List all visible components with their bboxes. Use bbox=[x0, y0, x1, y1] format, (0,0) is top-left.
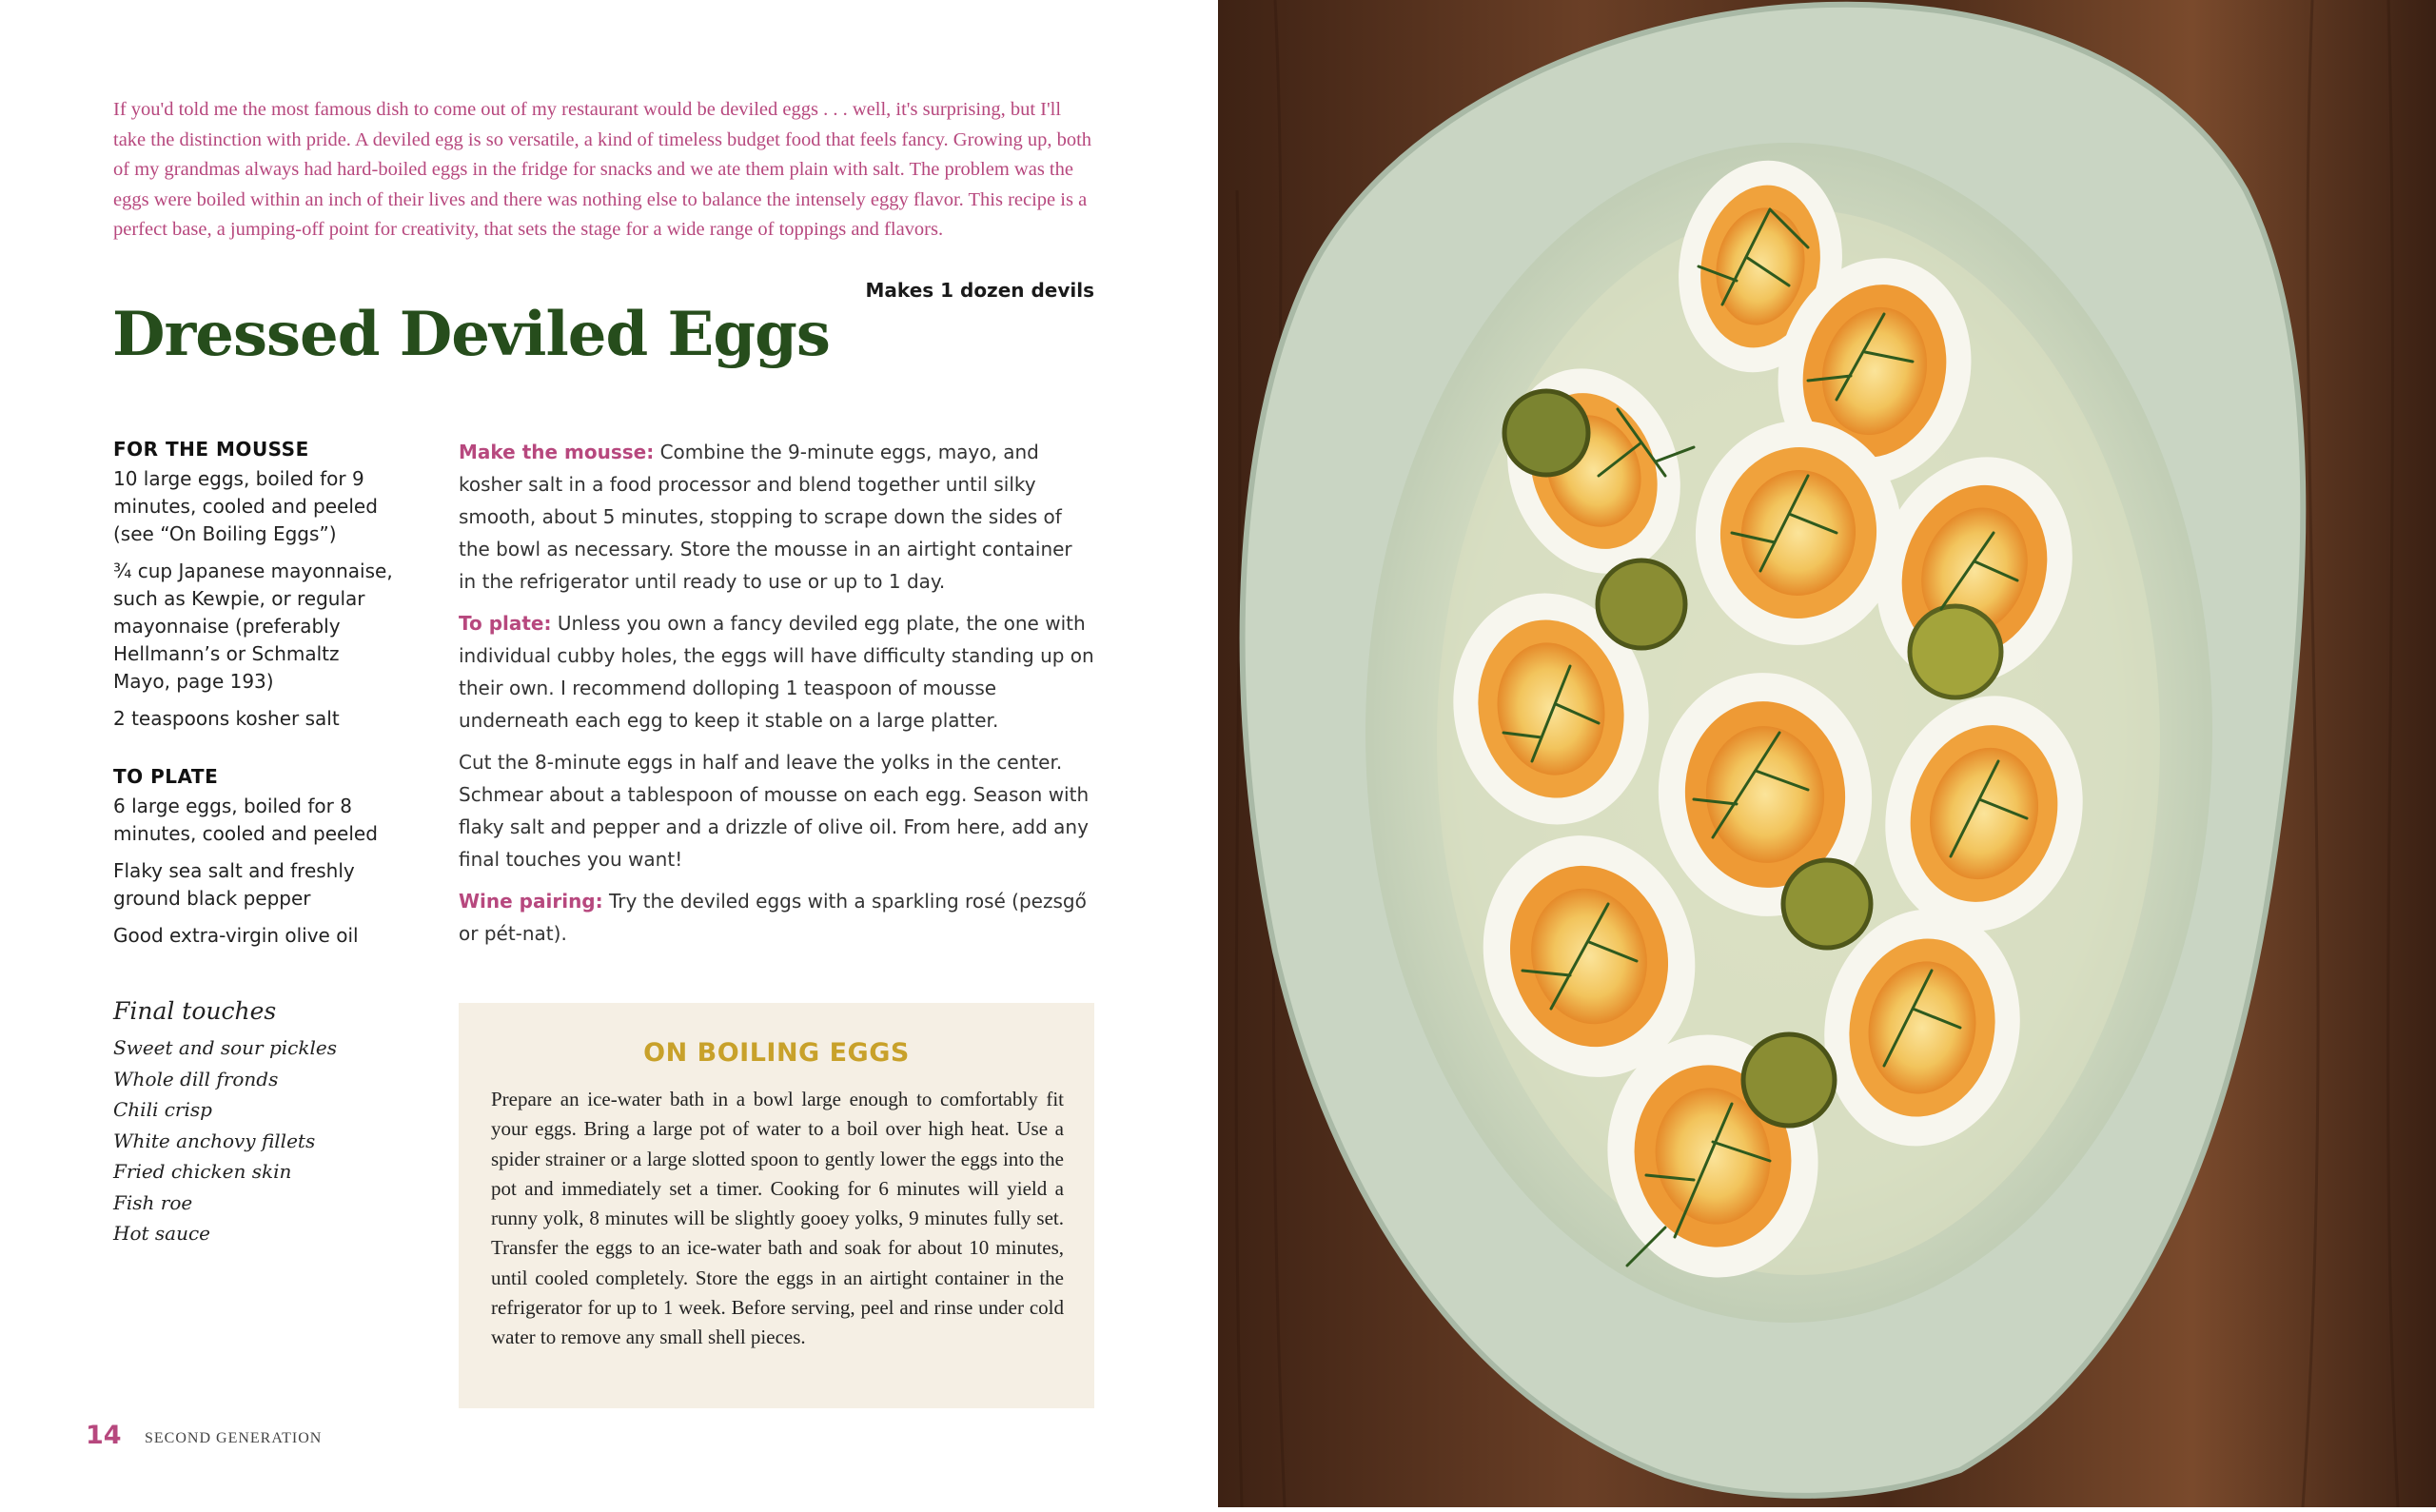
deviled-eggs-photo bbox=[1218, 0, 2436, 1507]
page-number: 14 bbox=[86, 1421, 122, 1450]
recipe-title: Dressed Deviled Eggs bbox=[112, 299, 830, 370]
final-touch-item: Whole dill fronds bbox=[113, 1067, 279, 1090]
ingredient-item: Good extra-virgin olive oil bbox=[113, 924, 359, 947]
step-label: To plate: bbox=[459, 612, 552, 635]
step-label: Make the mousse: bbox=[459, 441, 655, 463]
final-touch-item: Hot sauce bbox=[113, 1222, 210, 1245]
mousse-heading: FOR THE MOUSSE bbox=[113, 438, 309, 461]
platter-illustration bbox=[1218, 0, 2436, 1507]
boiling-eggs-sidebar bbox=[459, 1003, 1094, 1408]
ingredient-item: 2 teaspoons kosher salt bbox=[113, 707, 340, 730]
final-touches bbox=[113, 997, 399, 1249]
method-step bbox=[459, 607, 1094, 736]
final-touch-item: Chili crisp bbox=[113, 1098, 212, 1121]
final-touch-item: White anchovy fillets bbox=[113, 1129, 316, 1152]
plate-heading: TO PLATE bbox=[113, 765, 219, 788]
method-step bbox=[459, 746, 1094, 875]
ingredient-item: ¾ cup Japanese mayonnaise, such as Kewpie, or regular mayonnaise (preferably Hellmann’s or Schmaltz Mayo, page 193) bbox=[113, 560, 393, 693]
ingredient-item: 10 large eggs, boiled for 9 minutes, cooled and peeled (see “On Boiling Eggs”) bbox=[113, 467, 378, 545]
ingredient-item: Flaky sea salt and freshly ground black pepper bbox=[113, 859, 355, 910]
final-touch-item: Sweet and sour pickles bbox=[113, 1036, 337, 1059]
recipe-yield: Makes 1 dozen devils bbox=[865, 279, 1094, 302]
method-step bbox=[459, 436, 1094, 598]
sidebar-text: Prepare an ice-water bath in a bowl large enough to comfortably fit your eggs. Bring a large pot of water to a boil over high heat. Use a spider strainer or a large slotted spoon to gently lower the eggs into the pot and immediately set a timer. Cooking for 6 minutes will yield a runny yolk, 8 minutes will be slightly gooey yolks, 9 minutes fully set. Transfer the eggs to an ice-water bath and soak for about 10 minutes, until cooled completely. Store the eggs in an airtight container in the refrigerator for up to 1 week. Before serving, peel and rinse under cold water to remove any small shell pieces. bbox=[491, 1088, 1064, 1349]
step-label: Wine pairing: bbox=[459, 890, 603, 913]
intro-paragraph: If you'd told me the most famous dish to come out of my restaurant would be deviled eggs . . . well, it's surprising, but I'll take the distinction with pride. A deviled egg is so versatile, a kind of timeless budget food that feels fancy. Growing up, both of my grandmas always had hard-boiled eggs in the fridge for snacks and we ate them plain with salt. The problem was the eggs were boiled within an inch of their lives and there was nothing else to balance the intensely eggy flavor. This recipe is a perfect base, a jumping-off point for creativity, that sets the stage for a wide range of toppings and flavors. bbox=[113, 99, 1092, 240]
step-text: Cut the 8-minute eggs in half and leave the yolks in the center. Schmear about a tablespoon of mousse on each egg. Season with flaky salt and pepper and a drizzle of olive oil. From here, add any final touches you want! bbox=[459, 751, 1090, 871]
final-touch-item: Fried chicken skin bbox=[113, 1160, 292, 1183]
method-steps bbox=[459, 436, 1094, 959]
step-text: Try the deviled eggs with a sparkling rosé (pezsgő or pét-nat). bbox=[459, 890, 1087, 945]
recipe-page bbox=[0, 0, 1218, 1507]
final-touch-item: Fish roe bbox=[113, 1190, 193, 1214]
ingredient-item: 6 large eggs, boiled for 8 minutes, cooled and peeled bbox=[113, 795, 378, 845]
method-step bbox=[459, 885, 1094, 950]
running-head: SECOND GENERATION bbox=[145, 1430, 323, 1446]
sidebar-heading: ON BOILING EGGS bbox=[643, 1038, 910, 1068]
step-text: Unless you own a fancy deviled egg plate, the one with individual cubby holes, the eggs will have difficulty standing up on their own. I recommend dolloping 1 teaspoon of mousse underneath each egg to keep it stable on a large platter. bbox=[459, 612, 1094, 732]
step-text: Combine the 9-minute eggs, mayo, and kosher salt in a food processor and blend together until silky smooth, about 5 minutes, stopping to scrape down the sides of the bowl as necessary. Store the mousse in an airtight container in the refrigerator until ready to use or up to 1 day. bbox=[459, 441, 1072, 593]
ingredients-list bbox=[113, 436, 399, 959]
final-touches-heading: Final touches bbox=[113, 997, 277, 1025]
